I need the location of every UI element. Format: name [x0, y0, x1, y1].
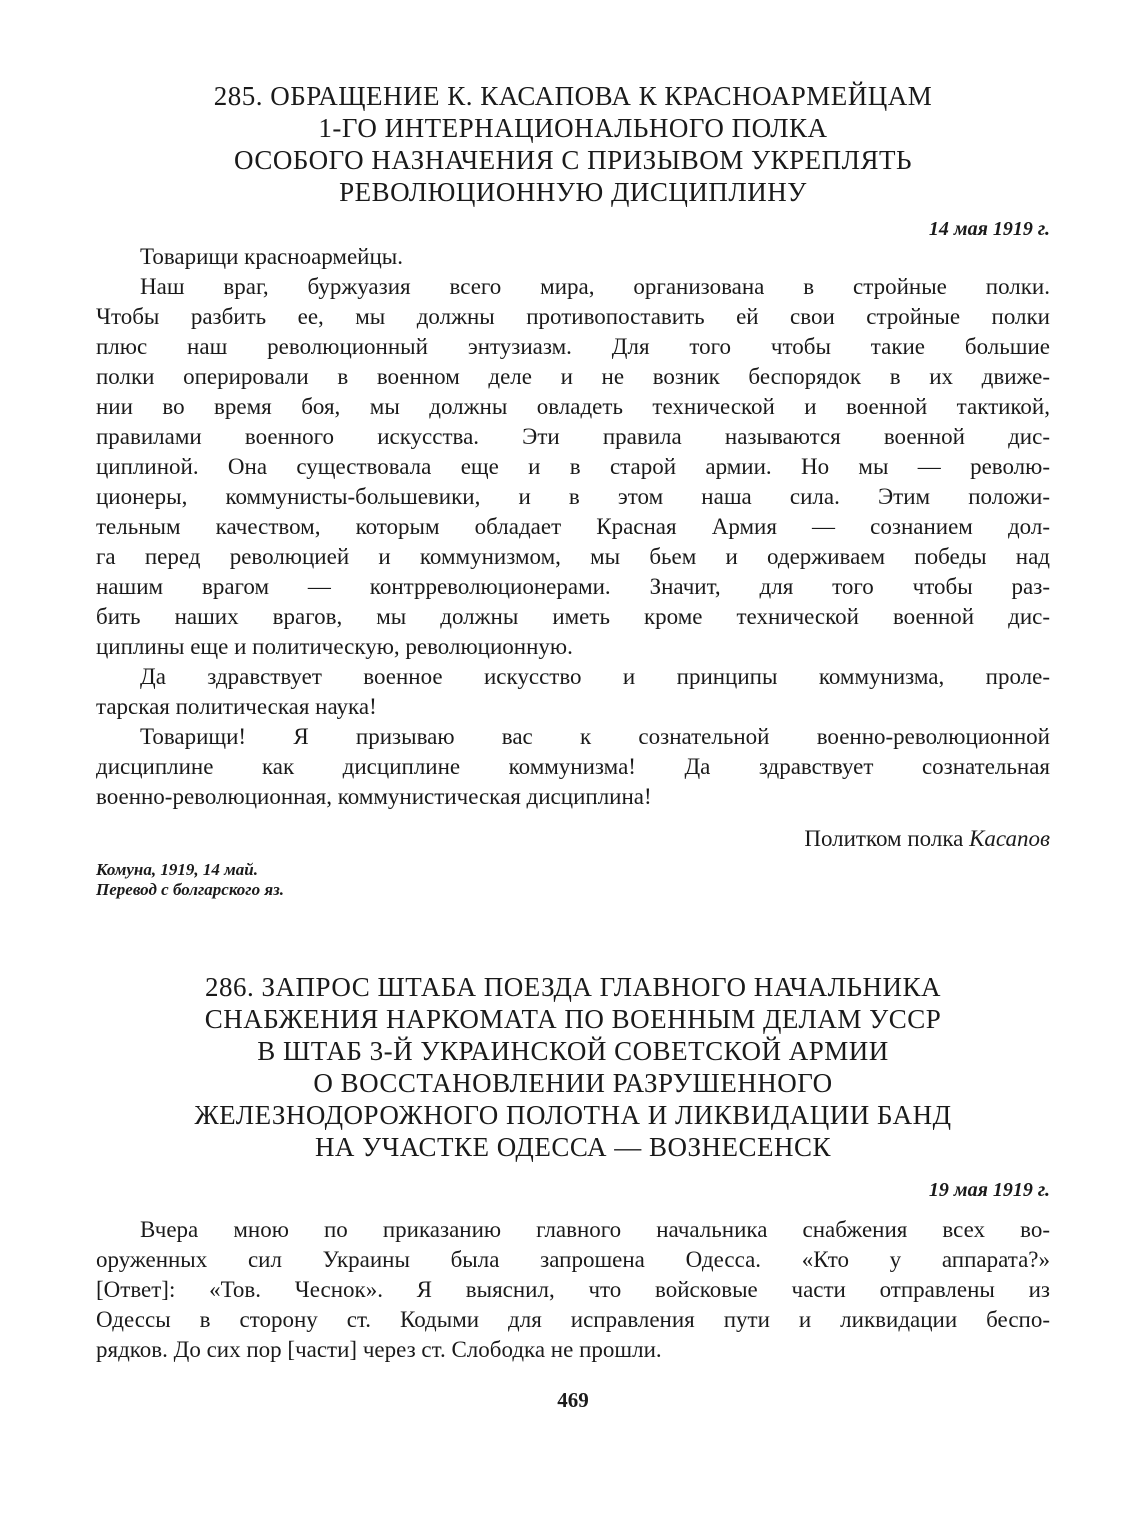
text-line: Да здравствует военное искусство и принципы коммунизма, проле- — [140, 664, 1050, 689]
signature-title: Политком полка — [804, 826, 964, 851]
title-line: РЕВОЛЮЦИОННУЮ ДИСЦИПЛИНУ — [339, 177, 807, 207]
paragraph-1 — [96, 272, 1050, 662]
title-line: СНАБЖЕНИЯ НАРКОМАТА ПО ВОЕННЫМ ДЕЛАМ УССР — [204, 1004, 942, 1034]
signature-name: Касапов — [969, 826, 1050, 851]
paragraph-2 — [96, 662, 1050, 722]
title-line: 286. ЗАПРОС ШТАБА ПОЕЗДА ГЛАВНОГО НАЧАЛЬНИКА — [205, 972, 941, 1002]
text-line: Чтобы разбить ее, мы должны противопоставить ей свои стройные полки — [96, 304, 1050, 329]
text-line: бить наших врагов, мы должны иметь кроме технической военной дис- — [96, 604, 1050, 629]
text-line: правилами военного искусства. Эти правила называются военной дис- — [96, 424, 1050, 449]
greeting: Товарищи красноармейцы. — [140, 244, 404, 269]
text-line: га перед революцией и коммунизмом, мы бьем и одерживаем победы над — [96, 544, 1050, 569]
text-line: Вчера мною по приказанию главного начальника снабжения всех во- — [140, 1217, 1050, 1242]
text-line: оруженных сил Украины была запрошена Одесса. «Кто у аппарата?» — [96, 1247, 1050, 1272]
text-line: нашим врагом — контрреволюционерами. Значит, для того чтобы раз- — [96, 574, 1050, 599]
title-line: ОСОБОГО НАЗНАЧЕНИЯ С ПРИЗЫВОМ УКРЕПЛЯТЬ — [234, 145, 912, 175]
document-285 — [96, 80, 1050, 900]
document-286-title — [96, 971, 1050, 1163]
paragraph-3 — [96, 722, 1050, 812]
source-line: Комуна, 1919, 14 май. — [96, 860, 258, 879]
signature — [96, 824, 1050, 854]
document-285-title — [96, 80, 1050, 208]
title-line: В ШТАБ 3-Й УКРАИНСКОЙ СОВЕТСКОЙ АРМИИ — [257, 1036, 889, 1066]
text-line: плюс наш революционный энтузиазм. Для того чтобы такие большие — [96, 334, 1050, 359]
text-line: Товарищи! Я призываю вас к сознательной военно-революционной — [140, 724, 1050, 749]
text-line: полки оперировали в военном деле и не возник беспорядок в их движе- — [96, 364, 1050, 389]
text-line: военно-революционная, коммунистическая дисциплина! — [96, 784, 652, 809]
document-286-date: 19 мая 1919 г. — [928, 1179, 1050, 1201]
paragraph-1 — [96, 1215, 1050, 1365]
text-line: рядков. До сих пор [части] через ст. Слободка не прошли. — [96, 1337, 662, 1362]
title-line: О ВОССТАНОВЛЕНИИ РАЗРУШЕННОГО — [313, 1068, 833, 1098]
text-line: ционеры, коммунисты-большевики, и в этом наша сила. Этим положи- — [96, 484, 1050, 509]
document-286 — [96, 971, 1050, 1365]
title-line: 285. ОБРАЩЕНИЕ К. КАСАПОВА К КРАСНОАРМЕЙЦАМ — [213, 81, 933, 111]
text-line: циплины еще и политическую, революционную. — [96, 634, 573, 659]
page-number: 469 — [557, 1388, 589, 1412]
text-line: тарская политическая наука! — [96, 694, 377, 719]
text-line: нии во время боя, мы должны овладеть технической и военной тактикой, — [96, 394, 1050, 419]
source-note — [96, 860, 1050, 900]
text-line: Одессы в сторону ст. Кодыми для исправления пути и ликвидации беспо- — [96, 1307, 1050, 1332]
text-line: тельным качеством, которым обладает Красная Армия — сознанием дол- — [96, 514, 1050, 539]
source-line: Перевод с болгарского яз. — [96, 880, 284, 899]
title-line: ЖЕЛЕЗНОДОРОЖНОГО ПОЛОТНА И ЛИКВИДАЦИИ БАНД — [194, 1100, 952, 1130]
text-line: циплиной. Она существовала еще и в старой армии. Но мы — револю- — [96, 454, 1050, 479]
document-285-date: 14 мая 1919 г. — [928, 218, 1050, 240]
text-line: дисциплине как дисциплине коммунизма! Да здравствует сознательная — [96, 754, 1050, 779]
title-line: 1-ГО ИНТЕРНАЦИОНАЛЬНОГО ПОЛКА — [318, 113, 828, 143]
text-line: Наш враг, буржуазия всего мира, организована в стройные полки. — [140, 274, 1050, 299]
text-line: [Ответ]: «Тов. Чеснок». Я выяснил, что войсковые части отправлены из — [96, 1277, 1050, 1302]
title-line: НА УЧАСТКЕ ОДЕССА — ВОЗНЕСЕНСК — [314, 1132, 832, 1162]
